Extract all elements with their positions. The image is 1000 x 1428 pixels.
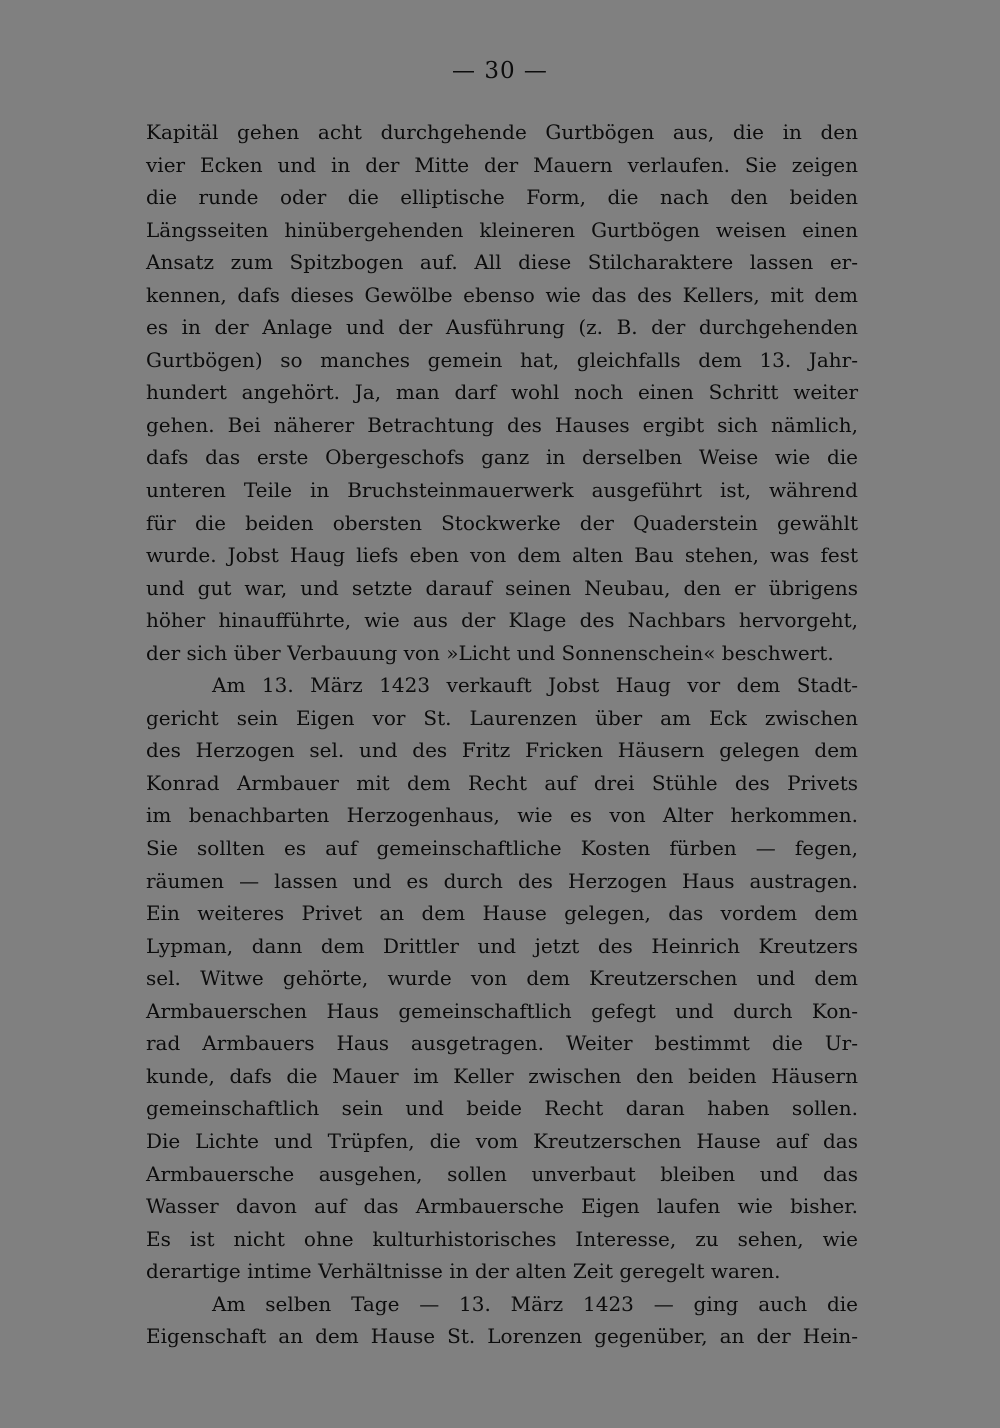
text-line: Lypman, dann dem Drittler und jetzt des Heinrich Kreutzers [146,933,858,958]
text-line: dafs das erste Obergeschofs ganz in derselben Weise wie die [146,445,858,470]
text-line: Ansatz zum Spitzbogen auf. All diese Stilcharaktere lassen er- [146,250,858,275]
text-line: höher hinaufführte, wie aus der Klage des Nachbars hervorgeht, [146,608,858,633]
text-line: Es ist nicht ohne kulturhistorisches Interesse, zu sehen, wie [146,1226,858,1251]
text-line: es in der Anlage und der Ausführung (z. B. der durchgehenden [146,315,858,340]
paragraph-first-line: Am 13. März 1423 verkauft Jobst Haug vor dem Stadt- [212,673,858,698]
paragraph-end-line: der sich über Verbauung von »Licht und Sonnenschein« beschwert. [146,640,834,665]
text-line: rad Armbauers Haus ausgetragen. Weiter bestimmt die Ur- [146,1031,858,1056]
text-line: Kapitäl gehen acht durchgehende Gurtbögen aus, die in den [146,120,858,144]
text-line: und gut war, und setzte darauf seinen Neubau, den er übrigens [146,575,858,600]
text-line: unteren Teile in Bruchsteinmauerwerk ausgeführt ist, während [146,478,858,503]
text-line: des Herzogen sel. und des Fritz Fricken Häusern gelegen dem [146,738,858,763]
body-text [146,116,858,1353]
text-line: räumen — lassen und es durch des Herzogen Haus austragen. [146,868,858,893]
paragraph-end-line: derartige intime Verhältnisse in der alten Zeit geregelt waren. [146,1259,781,1284]
text-line: vier Ecken und in der Mitte der Mauern verlaufen. Sie zeigen [146,152,858,177]
text-line: gemeinschaftlich sein und beide Recht daran haben sollen. [146,1096,858,1121]
text-line: Sie sollten es auf gemeinschaftliche Kosten fürben — fegen, [146,836,858,861]
text-line: kennen, dafs dieses Gewölbe ebenso wie das des Kellers, mit dem [146,282,858,307]
page-number: — 30 — [452,58,548,84]
text-line: sel. Witwe gehörte, wurde von dem Kreutzerschen und dem [146,966,858,991]
text-line: Ein weiteres Privet an dem Hause gelegen, das vordem dem [146,901,858,926]
text-line: wurde. Jobst Haug liefs eben von dem alten Bau stehen, was fest [146,543,858,568]
text-line: Konrad Armbauer mit dem Recht auf drei Stühle des Privets [146,770,858,795]
text-line: gehen. Bei näherer Betrachtung des Hauses ergibt sich nämlich, [146,412,858,437]
text-line: Längsseiten hinübergehenden kleineren Gurtbögen weisen einen [146,217,858,242]
text-line: Gurtbögen) so manches gemein hat, gleichfalls dem 13. Jahr- [146,347,858,372]
text-line: die runde oder die elliptische Form, die nach den beiden [146,185,858,210]
text-line: Armbauerschen Haus gemeinschaftlich gefegt und durch Kon- [146,998,858,1023]
text-line: gericht sein Eigen vor St. Laurenzen über am Eck zwischen [146,705,858,730]
paragraph-first-line: Am selben Tage — 13. März 1423 — ging auch die [212,1291,858,1316]
text-line: Wasser davon auf das Armbauersche Eigen laufen wie bisher. [146,1194,858,1219]
text-line: kunde, dafs die Mauer im Keller zwischen den beiden Häusern [146,1063,858,1088]
text-line: Die Lichte und Trüpfen, die vom Kreutzerschen Hause auf das [146,1128,858,1153]
text-line: für die beiden obersten Stockwerke der Quaderstein gewählt [146,510,858,535]
text-line: hundert angehört. Ja, man darf wohl noch einen Schritt weiter [146,380,858,405]
text-line: Eigenschaft an dem Hause St. Lorenzen gegenüber, an der Hein- [146,1324,858,1349]
text-line: im benachbarten Herzogenhaus, wie es von Alter herkommen. [146,803,858,828]
text-line: Armbauersche ausgehen, sollen unverbaut bleiben und das [146,1161,858,1186]
